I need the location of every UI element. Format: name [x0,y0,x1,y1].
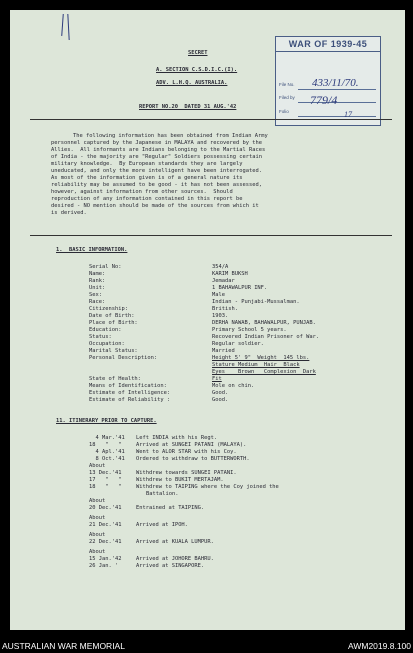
stamp-file-label: File No. [279,82,295,87]
field-value: 1903. [212,313,229,319]
field-value: 354/A [212,264,229,270]
field-label: Marital Status: [89,348,138,354]
itinerary-event: Left INDIA with his Regt. [136,435,218,441]
secret-heading: SECRET [188,50,208,56]
itinerary-event: Arrived at JOHORE BAHRU. [136,556,214,562]
header-rule [30,119,392,120]
stamp-folio-number: 17 [344,110,352,119]
field-label: Place of Birth: [89,320,138,326]
itinerary-event: Withdrew towards SUNGEI PATANI. [136,470,237,476]
field-value: Fit [212,376,222,382]
itinerary-date: 17 " " [89,477,122,483]
field-label: Occupation: [89,341,125,347]
itinerary-date: 13 Dec.'41 [89,470,122,476]
intro-rule [30,235,392,236]
field-label: Means of Identification: [89,383,167,389]
field-label: Status: [89,334,112,340]
field-value: Male [212,292,225,298]
field-value: Regular soldier. [212,341,264,347]
itinerary-date: 18 " " [89,442,122,448]
itinerary-event: Battalion. [146,491,179,497]
basic-information-heading: 1. BASIC INFORMATION. [56,247,128,253]
field-label: Education: [89,327,122,333]
itinerary-date: 20 Dec.'41 [89,505,122,511]
field-value: DERHA NAWAB, BAHAWALPUR, PUNJAB. [212,320,316,326]
field-value: Stature Medium Hair Black [212,362,300,368]
itinerary-event: Withdrew to TAIPING where the Coy joined the [136,484,279,490]
archive-reference: AWM2019.8.100 [348,641,411,651]
hq-heading: ADV. L.H.Q. AUSTRALIA. [156,80,228,86]
itinerary-date: About [89,532,106,538]
field-label: Estimate of Reliability : [89,397,171,403]
field-value: Good. [212,397,229,403]
itinerary-event: Ordered to withdraw to BUTTERWORTH. [136,456,250,462]
margin-pen-mark [61,14,64,36]
itinerary-date: 4 Mar.'41 [89,435,125,441]
margin-pen-mark [67,14,70,40]
field-value: Height 5' 9" Weight 145 lbs. [212,355,310,361]
itinerary-event: Arrived at IPOH. [136,522,188,528]
stamp-filed-label: Filed by [279,95,295,100]
field-value: Indian - Punjabi-Mussalman. [212,299,300,305]
stamp-folio-label: Folio [279,109,289,114]
itinerary-heading: 11. ITINERARY PRIOR TO CAPTURE. [56,418,157,424]
archive-footer [0,640,413,653]
field-label: Rank: [89,278,106,284]
field-label: Serial No: [89,264,122,270]
war-records-stamp [275,36,381,126]
field-value: Mole on chin. [212,383,255,389]
itinerary-date: 8 Oct.'41 [89,456,125,462]
stamp-title: WAR OF 1939-45 [276,38,380,52]
itinerary-event: Arrived at SINGAPORE. [136,563,205,569]
itinerary-date: 26 Jan. ' [89,563,119,569]
itinerary-event: Entrained at TAIPING. [136,505,205,511]
field-label: Sex: [89,292,102,298]
field-label: Date of Birth: [89,313,135,319]
field-value: Eyes Brown Complexion Dark [212,369,316,375]
report-number: REPORT NO.20 DATED 31 AUG.'42 [139,104,237,110]
field-value: Recovered Indian Prisoner of War. [212,334,320,340]
itinerary-date: 22 Dec.'41 [89,539,122,545]
field-value: KARIM BUKSH [212,271,248,277]
stamp-enclosure-number: 779/4 [310,93,338,107]
field-value: British. [212,306,238,312]
itinerary-event: Went to ALOR STAR with his Coy. [136,449,237,455]
field-label: Citizenship: [89,306,128,312]
itinerary-date: 15 Jan.'42 [89,556,122,562]
field-value: Married [212,348,235,354]
itinerary-date: About [89,463,106,469]
field-value: 1 BAHAWALPUR INF. [212,285,268,291]
itinerary-date: About [89,549,106,555]
field-value: Good. [212,390,229,396]
field-label: Unit: [89,285,106,291]
itinerary-date: 18 " " [89,484,122,490]
field-value: Primary School 5 years. [212,327,287,333]
field-value: Jemadar [212,278,235,284]
document-page: SECRET A. SECTION C.S.D.I.C.(I). ADV. L.H.Q. AUSTRALIA. REPORT NO.20 DATED 31 AUG.'42 WAR OF 1939-45 File No. Filed by Folio 433/11/70. 779/4 17 The following information has been obtained from Indian Army personnel captured by the Japanese in MALAYA and recovered by the Allies. All informants are Indians belonging to the Martial Races of India - the majority are "Regular" Soldiers possessing certain military knowledge. By European standards they are largely uneducated, and only the more intelligent have been interrogated. As most of the information given is of a general nature its reliability may be assumed to be good - it has not been assessed, however, against information from other sources. Should reproduction of any information contained in this report be desired - NO mention should be made of the sources from which it is derived. 1. BASIC INFORMATION. Serial No: 354/A Name: KARIM BUKSH Rank: Jemadar Unit: 1 BAHAWALPUR INF. Sex: Male Race: Indian - Punjabi-Mussalman. Citizenship: British. Date of Birth: 1903. Place of Birth: DERHA NAWAB, BAHAWALPUR, PUNJAB. Education: Primary School 5 years. Status: Recovered Indian Prisoner of War. Occupation: Regular soldier. Marital Status: Married Personal Description: Height 5' 9" Weight 145 lbs. Stature Medium Hair Black Eyes Brown Complexion Dark State of Health: Fit Means of Identification: Mole on chin. Estimate of Intelligence: Good. Estimate of Reliability : Good. 11. ITINERARY PRIOR TO CAPTURE. 4 Mar.'41 Left INDIA with his Regt. 18 " " Arrived at SUNGEI PATANI (MALAYA). 4 Apl.'41 Went to ALOR STAR with his Coy. 8 Oct.'41 Ordered to withdraw to BUTTERWORTH. About 13 Dec.'41 Withdrew towards SUNGEI PATANI. 17 " " Withdrew to BUKIT MERTAJAM. 18 " " Withdrew to TAIPING where the Coy joined the Battalion. About 20 Dec.'41 Entrained at TAIPING. About 21 Dec.'41 Arrived at IPOH. About 22 Dec.'41 Arrived at KUALA LUMPUR. About 15 Jan.'42 Arrived at JOHORE BAHRU. 26 Jan. ' Arrived at SINGAPORE. [10,10,405,630]
field-label: Estimate of Intelligence: [89,390,171,396]
field-label: Name: [89,271,106,277]
field-label: Personal Description: [89,355,158,361]
field-label: Race: [89,299,106,305]
itinerary-date: 21 Dec.'41 [89,522,122,528]
itinerary-event: Arrived at KUALA LUMPUR. [136,539,214,545]
section-heading: A. SECTION C.S.D.I.C.(I). [156,67,238,73]
archive-name: AUSTRALIAN WAR MEMORIAL [2,641,125,651]
itinerary-date: About [89,515,106,521]
itinerary-date: 4 Apl.'41 [89,449,125,455]
itinerary-event: Arrived at SUNGEI PATANI (MALAYA). [136,442,247,448]
stamp-file-number: 433/11/70. [312,77,359,89]
itinerary-event: Withdrew to BUKIT MERTAJAM. [136,477,224,483]
field-label: State of Health: [89,376,141,382]
itinerary-date: About [89,498,106,504]
